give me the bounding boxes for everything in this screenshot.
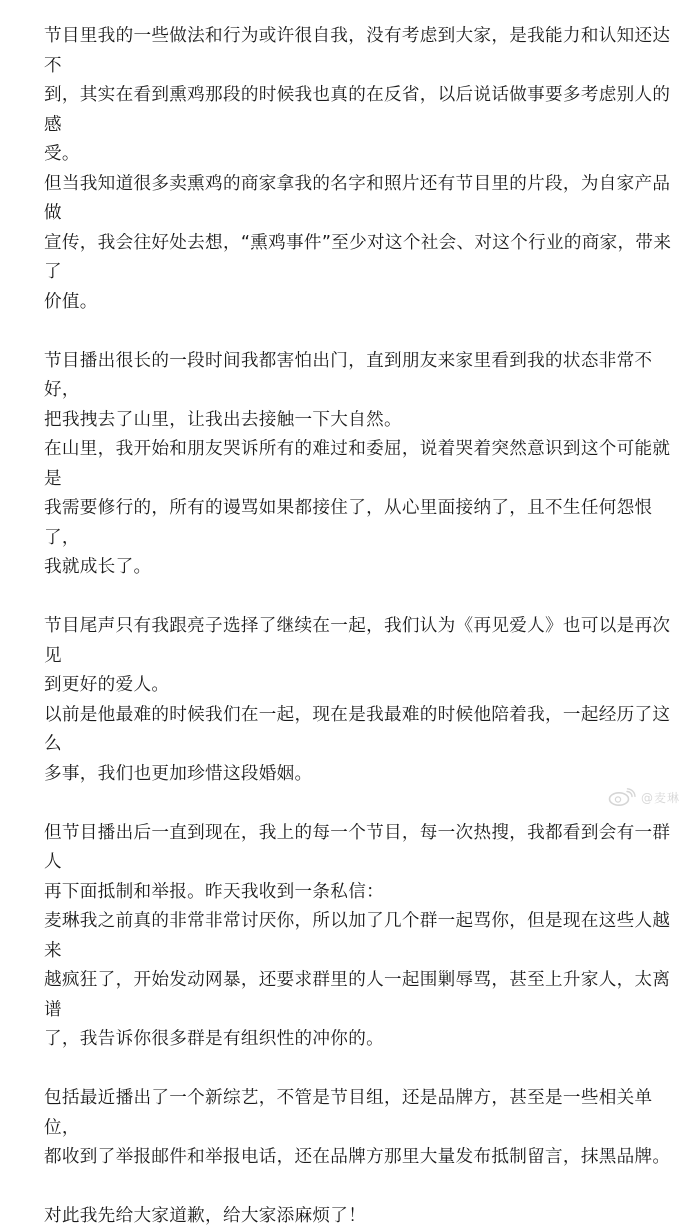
paragraph-6 <box>44 701 680 790</box>
text-line: 麦琳我之前真的非常非常讨厌你，所以加了几个群一起骂你，但是现在这些人越来 <box>44 911 671 961</box>
weibo-watermark <box>608 787 680 807</box>
text-line: 节目尾声只有我跟亮子选择了继续在一起，我们认为《再见爱人》也可以是再次见 <box>44 616 671 666</box>
paragraph-9 <box>44 1084 680 1173</box>
paragraph-4 <box>44 435 680 583</box>
text-line: 但当我知道很多卖熏鸡的商家拿我的名字和照片还有节目里的片段，为自家产品做 <box>44 173 671 223</box>
text-line: 价值。 <box>44 291 98 312</box>
text-line: 到更好的爱人。 <box>44 675 170 695</box>
document-body <box>44 22 680 1232</box>
text-line: 但节目播出后一直到现在，我上的每一个节目，每一次热搜，我都看到会有一群人 <box>44 822 671 872</box>
paragraph-spacer <box>44 1055 680 1085</box>
text-line: 把我拽去了山里，让我出去接触一下大自然。 <box>44 409 402 430</box>
text-line: 到，其实在看到熏鸡那段的时候我也真的在反省，以后说话做事要多考虑别人的感 <box>44 85 671 135</box>
text-line: 在山里，我开始和朋友哭诉所有的难过和委屈，说着哭着突然意识到这个可能就是 <box>44 439 671 489</box>
text-line: 宣传，我会往好处去想，“熏鸡事件”至少对这个社会、对这个行业的商家，带来了 <box>44 232 672 282</box>
text-line: 我就成长了。 <box>44 557 152 577</box>
weibo-logo-icon <box>608 788 636 806</box>
quoted-private-message <box>44 907 680 1055</box>
text-line: 受。 <box>44 144 80 164</box>
paragraph-spacer <box>44 1173 680 1203</box>
text-line: 节目播出很长的一段时间我都害怕出门，直到朋友来家里看到我的状态非常不好， <box>44 350 653 400</box>
paragraph-spacer <box>44 789 680 819</box>
closing-apology <box>44 1202 680 1232</box>
paragraph-1 <box>44 22 680 170</box>
text-line: 包括最近播出了一个新综艺，不管是节目组，还是品牌方，甚至是一些相关单位， <box>44 1088 653 1138</box>
text-line: 节目里我的一些做法和行为或许很自我，没有考虑到大家，是我能力和认知还达不 <box>44 26 671 76</box>
text-line: 以前是他最难的时候我们在一起，现在是我最难的时候他陪着我，一起经历了这么 <box>44 704 671 754</box>
paragraph-5 <box>44 612 680 701</box>
watermark-text: @麦琳 <box>640 790 680 805</box>
paragraph-spacer <box>44 317 680 347</box>
text-line: 多事，我们也更加珍惜这段婚姻。 <box>44 763 313 784</box>
text-line: 了，我告诉你很多群是有组织性的冲你的。 <box>44 1029 384 1049</box>
paragraph-spacer <box>44 583 680 613</box>
paragraph-2 <box>44 170 680 318</box>
text-line: 都收到了举报邮件和举报电话，还在品牌方那里大量发布抵制留言，抹黑品牌。 <box>44 1147 671 1167</box>
text-line: 对此我先给大家道歉，给大家添麻烦了！ <box>44 1206 367 1226</box>
paragraph-3 <box>44 347 680 436</box>
text-line: 越疯狂了，开始发动网暴，还要求群里的人一起围剿辱骂，甚至上升家人，太离谱 <box>44 970 671 1020</box>
text-line: 再下面抵制和举报。昨天我收到一条私信： <box>44 881 384 902</box>
text-line: 我需要修行的，所有的谩骂如果都接住了，从心里面接纳了，且不生任何怨恨了， <box>44 498 653 548</box>
paragraph-7 <box>44 819 680 908</box>
